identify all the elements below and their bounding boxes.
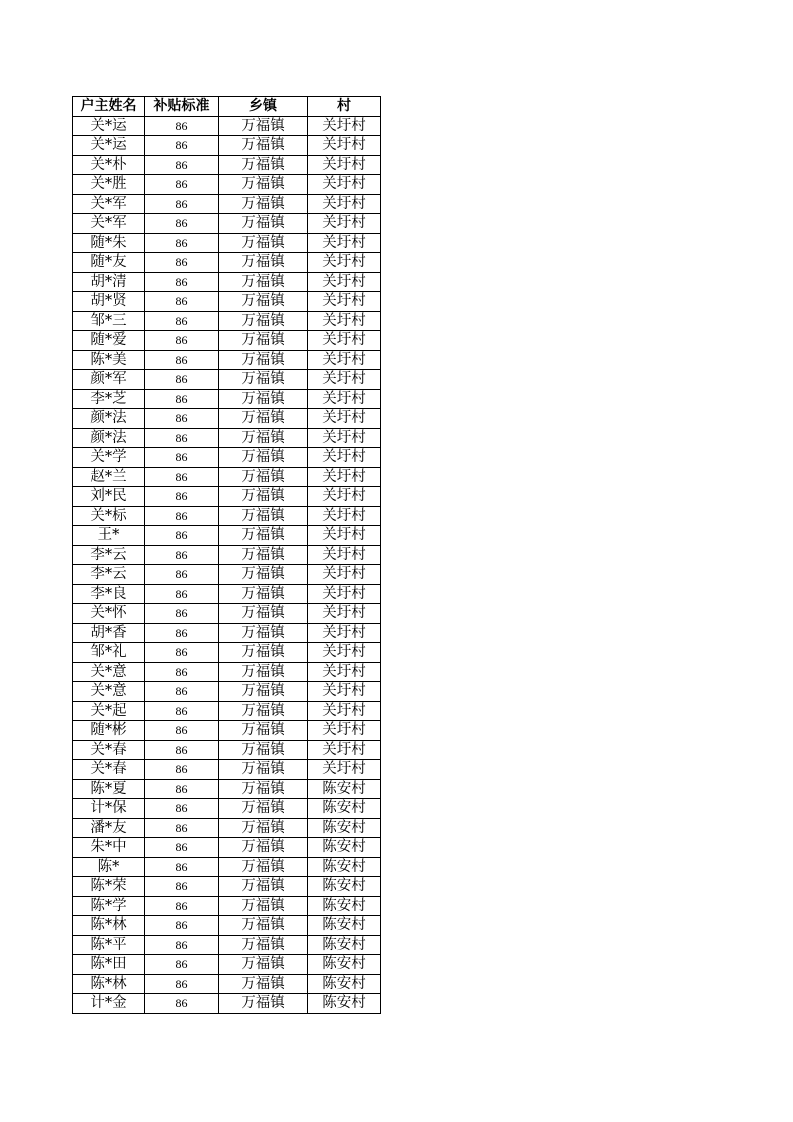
township-cell: 万福镇 [219,857,308,877]
village-cell: 关圩村 [308,409,381,429]
table-row [73,818,381,838]
householder-name-cell: 关*运 [73,136,145,156]
township-cell: 万福镇 [219,799,308,819]
township-cell: 万福镇 [219,682,308,702]
village-cell: 关圩村 [308,370,381,390]
header-subsidy-standard: 补贴标准 [145,97,219,117]
village-cell: 关圩村 [308,526,381,546]
village-cell: 关圩村 [308,155,381,175]
subsidy-standard-cell: 86 [145,818,219,838]
subsidy-standard-cell: 86 [145,682,219,702]
householder-name-cell: 颜*军 [73,370,145,390]
village-cell: 关圩村 [308,253,381,273]
householder-name-cell: 关*学 [73,448,145,468]
householder-name-cell: 陈*田 [73,955,145,975]
township-cell: 万福镇 [219,877,308,897]
table-row [73,896,381,916]
subsidy-standard-cell: 86 [145,467,219,487]
subsidy-standard-cell: 86 [145,740,219,760]
township-cell: 万福镇 [219,331,308,351]
table-row [73,526,381,546]
householder-name-cell: 李*良 [73,584,145,604]
village-cell: 关圩村 [308,643,381,663]
township-cell: 万福镇 [219,428,308,448]
village-cell: 关圩村 [308,467,381,487]
subsidy-standard-cell: 86 [145,331,219,351]
householder-name-cell: 关*春 [73,760,145,780]
householder-name-cell: 王* [73,526,145,546]
village-cell: 陈安村 [308,838,381,858]
township-cell: 万福镇 [219,350,308,370]
householder-name-cell: 刘*民 [73,487,145,507]
village-cell: 关圩村 [308,350,381,370]
householder-name-cell: 陈*夏 [73,779,145,799]
village-cell: 关圩村 [308,292,381,312]
subsidy-standard-cell: 86 [145,545,219,565]
table-row [73,311,381,331]
subsidy-standard-cell: 86 [145,214,219,234]
householder-name-cell: 关*朴 [73,155,145,175]
householder-name-cell: 陈*平 [73,935,145,955]
header-township: 乡镇 [219,97,308,117]
table-row [73,233,381,253]
subsidy-standard-cell: 86 [145,838,219,858]
subsidy-standard-cell: 86 [145,253,219,273]
table-row [73,428,381,448]
subsidy-standard-cell: 86 [145,877,219,897]
village-cell: 陈安村 [308,994,381,1014]
subsidy-standard-cell: 86 [145,292,219,312]
subsidy-standard-cell: 86 [145,233,219,253]
township-cell: 万福镇 [219,175,308,195]
table-row [73,877,381,897]
table-row [73,389,381,409]
village-cell: 关圩村 [308,311,381,331]
table-row [73,214,381,234]
village-cell: 陈安村 [308,955,381,975]
table-row [73,857,381,877]
table-row [73,662,381,682]
township-cell: 万福镇 [219,604,308,624]
subsidy-standard-cell: 86 [145,662,219,682]
village-cell: 关圩村 [308,487,381,507]
table-row [73,643,381,663]
householder-name-cell: 计*保 [73,799,145,819]
village-cell: 关圩村 [308,506,381,526]
village-cell: 陈安村 [308,857,381,877]
village-cell: 关圩村 [308,448,381,468]
township-cell: 万福镇 [219,721,308,741]
table-row [73,955,381,975]
village-cell: 关圩村 [308,331,381,351]
subsidy-standard-cell: 86 [145,974,219,994]
township-cell: 万福镇 [219,194,308,214]
table-row [73,448,381,468]
township-cell: 万福镇 [219,565,308,585]
township-cell: 万福镇 [219,896,308,916]
householder-name-cell: 关*怀 [73,604,145,624]
village-cell: 陈安村 [308,916,381,936]
subsidy-standard-cell: 86 [145,857,219,877]
village-cell: 关圩村 [308,682,381,702]
township-cell: 万福镇 [219,740,308,760]
householder-name-cell: 关*军 [73,214,145,234]
householder-name-cell: 陈* [73,857,145,877]
subsidy-standard-cell: 86 [145,428,219,448]
subsidy-standard-cell: 86 [145,526,219,546]
township-cell: 万福镇 [219,409,308,429]
header-village: 村 [308,97,381,117]
village-cell: 陈安村 [308,818,381,838]
township-cell: 万福镇 [219,214,308,234]
householder-name-cell: 随*朱 [73,233,145,253]
householder-name-cell: 李*芝 [73,389,145,409]
table-row [73,292,381,312]
table-row [73,350,381,370]
subsidy-standard-cell: 86 [145,994,219,1014]
table-row [73,253,381,273]
table-row [73,487,381,507]
householder-name-cell: 陈*荣 [73,877,145,897]
householder-name-cell: 关*春 [73,740,145,760]
table-row [73,545,381,565]
table-row [73,194,381,214]
village-cell: 关圩村 [308,428,381,448]
table-row [73,760,381,780]
village-cell: 关圩村 [308,545,381,565]
village-cell: 关圩村 [308,604,381,624]
subsidy-standard-cell: 86 [145,760,219,780]
householder-name-cell: 随*爱 [73,331,145,351]
township-cell: 万福镇 [219,526,308,546]
village-cell: 关圩村 [308,389,381,409]
householder-name-cell: 颜*法 [73,428,145,448]
township-cell: 万福镇 [219,506,308,526]
subsidy-standard-cell: 86 [145,487,219,507]
table-row [73,331,381,351]
village-cell: 关圩村 [308,721,381,741]
subsidy-standard-cell: 86 [145,272,219,292]
householder-name-cell: 关*起 [73,701,145,721]
householder-name-cell: 计*金 [73,994,145,1014]
header-row [73,97,381,117]
table-row [73,994,381,1014]
village-cell: 陈安村 [308,779,381,799]
header-householder-name: 户主姓名 [73,97,145,117]
subsidy-standard-cell: 86 [145,506,219,526]
subsidy-table [72,96,381,1014]
table-row [73,370,381,390]
householder-name-cell: 陈*林 [73,974,145,994]
householder-name-cell: 关*意 [73,682,145,702]
subsidy-standard-cell: 86 [145,116,219,136]
householder-name-cell: 胡*清 [73,272,145,292]
village-cell: 关圩村 [308,233,381,253]
householder-name-cell: 潘*友 [73,818,145,838]
table-row [73,682,381,702]
table-row [73,584,381,604]
table-row [73,409,381,429]
table-row [73,175,381,195]
village-cell: 关圩村 [308,214,381,234]
subsidy-standard-cell: 86 [145,584,219,604]
householder-name-cell: 随*友 [73,253,145,273]
subsidy-standard-cell: 86 [145,721,219,741]
village-cell: 关圩村 [308,701,381,721]
householder-name-cell: 关*军 [73,194,145,214]
township-cell: 万福镇 [219,818,308,838]
table-row [73,565,381,585]
table-row [73,272,381,292]
householder-name-cell: 陈*学 [73,896,145,916]
township-cell: 万福镇 [219,916,308,936]
township-cell: 万福镇 [219,487,308,507]
subsidy-standard-cell: 86 [145,955,219,975]
township-cell: 万福镇 [219,253,308,273]
householder-name-cell: 邹*礼 [73,643,145,663]
village-cell: 关圩村 [308,584,381,604]
village-cell: 陈安村 [308,974,381,994]
village-cell: 关圩村 [308,565,381,585]
village-cell: 关圩村 [308,740,381,760]
table-row [73,838,381,858]
householder-name-cell: 朱*中 [73,838,145,858]
subsidy-standard-cell: 86 [145,389,219,409]
township-cell: 万福镇 [219,779,308,799]
township-cell: 万福镇 [219,233,308,253]
householder-name-cell: 关*意 [73,662,145,682]
village-cell: 关圩村 [308,136,381,156]
householder-name-cell: 胡*香 [73,623,145,643]
village-cell: 关圩村 [308,623,381,643]
householder-name-cell: 胡*贤 [73,292,145,312]
subsidy-standard-cell: 86 [145,350,219,370]
householder-name-cell: 陈*林 [73,916,145,936]
village-cell: 陈安村 [308,877,381,897]
village-cell: 关圩村 [308,175,381,195]
householder-name-cell: 赵*兰 [73,467,145,487]
table-row [73,116,381,136]
householder-name-cell: 关*胜 [73,175,145,195]
village-cell: 关圩村 [308,760,381,780]
subsidy-standard-cell: 86 [145,604,219,624]
householder-name-cell: 颜*法 [73,409,145,429]
table-row [73,779,381,799]
township-cell: 万福镇 [219,838,308,858]
table-row [73,467,381,487]
township-cell: 万福镇 [219,467,308,487]
township-cell: 万福镇 [219,389,308,409]
table-row [73,740,381,760]
table-row [73,799,381,819]
table-row [73,721,381,741]
township-cell: 万福镇 [219,545,308,565]
subsidy-standard-cell: 86 [145,194,219,214]
township-cell: 万福镇 [219,311,308,331]
householder-name-cell: 邹*三 [73,311,145,331]
township-cell: 万福镇 [219,292,308,312]
township-cell: 万福镇 [219,623,308,643]
householder-name-cell: 陈*美 [73,350,145,370]
village-cell: 关圩村 [308,194,381,214]
township-cell: 万福镇 [219,974,308,994]
table-row [73,604,381,624]
subsidy-sheet [72,96,381,1014]
table-row [73,916,381,936]
householder-name-cell: 关*标 [73,506,145,526]
township-cell: 万福镇 [219,662,308,682]
township-cell: 万福镇 [219,584,308,604]
subsidy-standard-cell: 86 [145,799,219,819]
village-cell: 关圩村 [308,116,381,136]
township-cell: 万福镇 [219,136,308,156]
table-row [73,701,381,721]
subsidy-standard-cell: 86 [145,896,219,916]
village-cell: 陈安村 [308,799,381,819]
householder-name-cell: 随*彬 [73,721,145,741]
householder-name-cell: 李*云 [73,545,145,565]
table-body [73,116,381,1013]
subsidy-standard-cell: 86 [145,175,219,195]
table-row [73,155,381,175]
householder-name-cell: 关*运 [73,116,145,136]
subsidy-standard-cell: 86 [145,565,219,585]
subsidy-standard-cell: 86 [145,916,219,936]
table-row [73,506,381,526]
table-row [73,136,381,156]
subsidy-standard-cell: 86 [145,409,219,429]
table-row [73,974,381,994]
village-cell: 关圩村 [308,662,381,682]
subsidy-standard-cell: 86 [145,448,219,468]
subsidy-standard-cell: 86 [145,935,219,955]
township-cell: 万福镇 [219,116,308,136]
subsidy-standard-cell: 86 [145,136,219,156]
township-cell: 万福镇 [219,448,308,468]
village-cell: 关圩村 [308,272,381,292]
township-cell: 万福镇 [219,370,308,390]
village-cell: 陈安村 [308,935,381,955]
township-cell: 万福镇 [219,760,308,780]
township-cell: 万福镇 [219,994,308,1014]
subsidy-standard-cell: 86 [145,155,219,175]
table-row [73,935,381,955]
township-cell: 万福镇 [219,955,308,975]
subsidy-standard-cell: 86 [145,779,219,799]
subsidy-standard-cell: 86 [145,311,219,331]
township-cell: 万福镇 [219,272,308,292]
subsidy-standard-cell: 86 [145,643,219,663]
subsidy-standard-cell: 86 [145,623,219,643]
householder-name-cell: 李*云 [73,565,145,585]
village-cell: 陈安村 [308,896,381,916]
subsidy-standard-cell: 86 [145,701,219,721]
subsidy-standard-cell: 86 [145,370,219,390]
township-cell: 万福镇 [219,643,308,663]
township-cell: 万福镇 [219,155,308,175]
township-cell: 万福镇 [219,701,308,721]
table-row [73,623,381,643]
township-cell: 万福镇 [219,935,308,955]
